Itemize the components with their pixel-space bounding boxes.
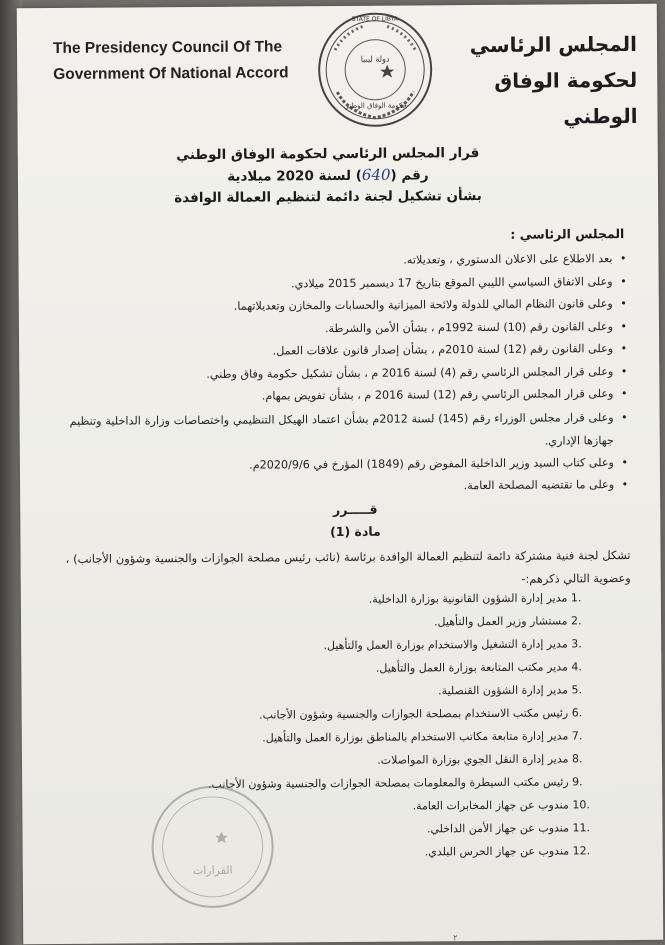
member-number: 10.	[572, 798, 590, 812]
stamp-icon	[147, 781, 278, 912]
preamble-item: • وعلى القانون رقم (12) لسنة 2010م ، بشأن إصدار قانون علاقات العمل.	[69, 338, 629, 364]
decree-heading	[118, 143, 538, 210]
member-text: مدير إدارة التشغيل والاستخدام بوزارة العمل والتأهيل.	[323, 637, 568, 653]
preamble-item: • وعلى قرار المجلس الرئاسي رقم (4) لسنة 2016 م ، بشأن تشكيل حكومة وفاق وطني.	[69, 360, 629, 386]
english-letterhead-line2: Government Of National Accord	[53, 64, 289, 83]
member-number: 1.	[570, 591, 582, 605]
member-number: 2.	[570, 614, 582, 628]
member-number: 9.	[572, 775, 583, 789]
decree-number-suffix: ) لسنة 2020 ميلادية	[227, 167, 362, 185]
decree-subject: بشأن تشكيل لجنة دائمة لتنظيم العمالة الوافدة	[174, 188, 482, 207]
member-number: 5.	[571, 683, 583, 697]
member-text: مندوب عن جهاز الأمن الداخلي.	[426, 821, 570, 836]
preamble-item: • وعلى القانون رقم (10) لسنة 1992م ، بشأن الأمن والشرطة.	[69, 315, 629, 341]
english-letterhead	[53, 34, 323, 88]
arabic-letterhead	[437, 26, 638, 135]
preamble-item: • وعلى قرار مجلس الوزراء رقم (145) لسنة 2012م بشأن اعتماد الهيكل التنظيمي واختصاصات وزارة الداخلية وتنظيم جهازها الإداري.	[70, 405, 630, 455]
arabic-letterhead-line2: لحكومة الوفاق الوطني	[494, 67, 638, 129]
preamble-item: • بعد الاطلاع على الاعلان الدستوري ، وتعديلاته.	[68, 248, 628, 274]
article-label: مادة (1)	[329, 523, 381, 540]
page-number: ٢	[453, 933, 458, 943]
seal-top-text: STATE OF LIBYA	[351, 15, 398, 23]
seal-center-text: دولة ليبيا	[360, 54, 390, 64]
decisions-stamp	[147, 781, 278, 912]
state-seal	[315, 9, 436, 130]
member-number: 11.	[572, 821, 591, 835]
preamble-item: • وعلى ما تقتضيه المصلحة العامة.	[70, 474, 630, 500]
article-intro: تشكل لجنة فنية مشتركة دائمة لتنظيم العمالة الوافدة برئاسة (نائب رئيس مصلحة الجوازات والجنسية وشؤون الأجانب) ، وعضوية التالي ذكرهم:-	[65, 547, 631, 586]
decision-block	[300, 499, 410, 544]
member-text: رئيس مكتب الاستخدام بمصلحة الجوازات والجنسية وشؤون الأجانب.	[259, 706, 569, 722]
preamble-item: • وعلى الاتفاق السياسي الليبي الموقع بتاريخ 17 ديسمبر 2015 ميلادي.	[69, 270, 629, 296]
arabic-letterhead-line1: المجلس الرئاسي	[469, 31, 638, 58]
english-letterhead-line1: The Presidency Council Of The	[52, 38, 283, 57]
member-text: مدير إدارة الشؤون القانونية بوزارة الداخلية.	[368, 591, 568, 606]
member-text: مدير إدارة متابعة مكاتب الاستخدام بالمناطق بوزارة العمل والتأهيل.	[262, 729, 569, 745]
member-text: مدير مكتب المتابعة بوزارة العمل والتأهيل.	[375, 660, 568, 675]
document-page	[17, 4, 664, 944]
member-number: 8.	[571, 752, 583, 766]
member-number: 7.	[571, 729, 583, 743]
member-number: 6.	[571, 706, 583, 720]
member-number: 3.	[571, 637, 582, 651]
decree-number-prefix: رقم (	[390, 167, 429, 184]
member-text: مندوب عن جهاز المخابرات العامة.	[412, 798, 569, 813]
stamp-text: القرارات	[192, 863, 233, 878]
preamble-item: • وعلى قرار المجلس الرئاسي رقم (12) لسنة 2016 م ، بشأن تفويض بمهام.	[69, 383, 629, 409]
preamble-item: • وعلى قانون النظام المالي للدولة ولائحة الميزانية والحسابات والمخازن وتعديلاتهما.	[69, 293, 629, 319]
preamble-list	[68, 248, 630, 500]
member-number: 12.	[572, 844, 591, 858]
decree-title: قرار المجلس الرئاسي لحكومة الوفاق الوطني	[176, 145, 480, 164]
member-text: رئيس مكتب السيطرة والمعلومات بمصلحة الجوازات والجنسية وشؤون الأجانب.	[207, 775, 569, 791]
member-text: مستشار وزير العمل والتأهيل.	[433, 614, 568, 629]
preamble-item: • وعلى كتاب السيد وزير الداخلية المفوض رقم (1849) المؤرخ في 2020/9/6م.	[70, 451, 630, 477]
member-text: مدير إدارة النقل الجوي بوزارة المواصلات.	[377, 752, 569, 767]
member-number: 4.	[571, 660, 582, 674]
member-text: مدير إدارة الشؤون القنصلية.	[438, 683, 569, 698]
decision-label: قـــــرر	[332, 501, 378, 518]
member-text: مندوب عن جهاز الحرس البلدي.	[424, 844, 570, 859]
decree-number-handwritten: 640	[361, 165, 391, 184]
seal-bottom-text: حكومة الوفاق الوطني	[343, 101, 408, 110]
seal-text	[315, 9, 436, 130]
decree-number-line	[118, 164, 538, 189]
council-label: المجلس الرئاسي :	[510, 226, 625, 242]
